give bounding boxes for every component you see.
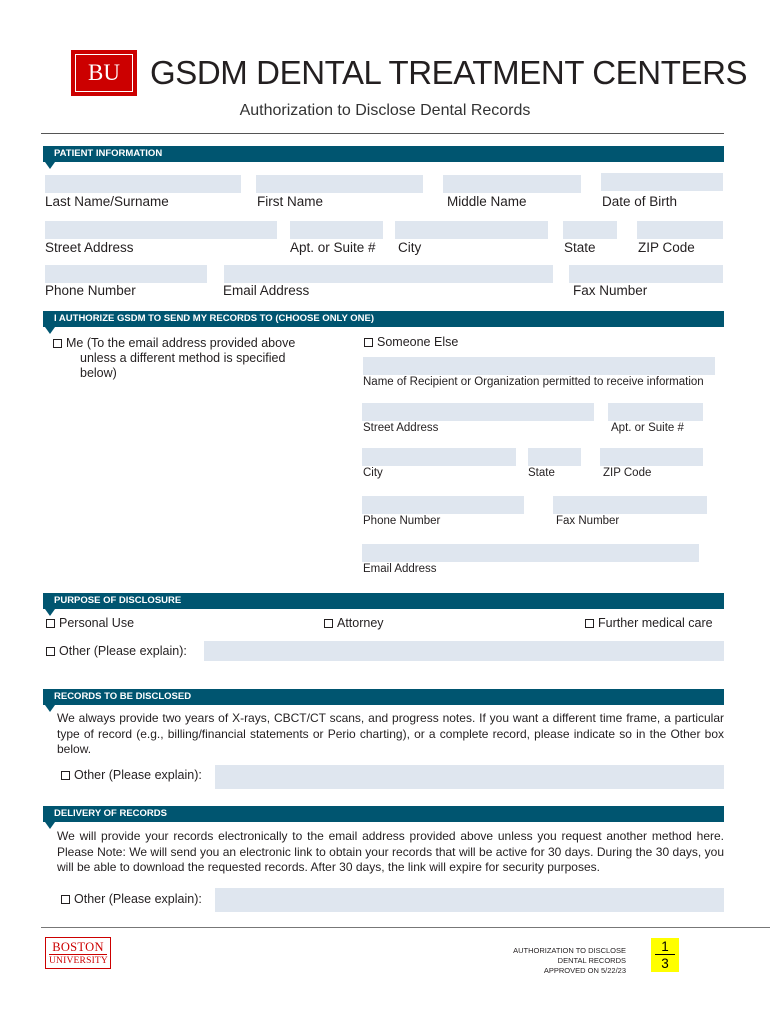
page-current: 1 [661,939,669,954]
records-description: We always provide two years of X-rays, CBCT/CT scans, and progress notes. If you want a different time frame, a particular type of record (e.g., billing/financial statements or Perio charting), or a complete record, please indicate so in the Other box below. [57,711,724,756]
recipient-name-label: Name of Recipient or Organization permitted to receive information [363,376,704,388]
checkbox-icon [585,619,594,628]
checkbox-icon [46,619,55,628]
delivery-description: We will provide your records electronically to the email address provided above unless you request another method here. Please Note: We will send you an electronic link to obtain your records that will be active for 30 days. During the 30 days, you will be able to download the requested records. After 30 days, the link will expire for security purposes. [57,829,724,874]
recipient-state-input[interactable] [528,448,581,466]
recipient-zip-input[interactable] [600,448,703,466]
first-name-input[interactable] [256,175,423,193]
street-address-label: Street Address [45,240,134,255]
someone-else-label: Someone Else [377,335,459,349]
checkbox-further-care[interactable] [585,616,713,630]
section-authorize: I AUTHORIZE GSDM TO SEND MY RECORDS TO (CHOOSE ONLY ONE) [43,311,724,327]
delivery-other-input[interactable] [215,888,724,912]
checkbox-icon [53,339,62,348]
middle-name-label: Middle Name [447,194,527,209]
recipient-fax-input[interactable] [553,496,707,514]
footer-logo-line2: UNIVERSITY [49,956,108,966]
fax-number-label: Fax Number [573,283,648,298]
first-name-label: First Name [257,194,324,209]
date-of-birth-input[interactable] [601,173,723,191]
city-label: City [398,240,422,255]
section-delivery: DELIVERY OF RECORDS [43,806,724,822]
boston-university-logo [45,937,111,969]
form-id-line2: DENTAL RECORDS [557,956,626,965]
phone-number-label: Phone Number [45,283,136,298]
footer-divider [41,927,770,928]
me-option-label: Me (To the email address provided above [66,336,296,350]
street-address-input[interactable] [45,221,277,239]
attorney-label: Attorney [337,616,384,630]
checkbox-icon [324,619,333,628]
recipient-zip-label: ZIP Code [603,467,652,479]
email-address-label: Email Address [223,283,310,298]
recipient-apt-label: Apt. or Suite # [611,422,684,434]
personal-use-label: Personal Use [59,616,135,630]
recipient-email-label: Email Address [363,563,437,575]
form-id-line3: APPROVED ON 5/22/23 [543,966,626,975]
page-fraction-line [655,954,675,955]
zip-code-label: ZIP Code [638,240,695,255]
header-divider [41,133,724,134]
further-care-label: Further medical care [598,616,713,630]
checkbox-icon [61,771,70,780]
delivery-other-label: Other (Please explain): [74,892,202,906]
purpose-other-label: Other (Please explain): [59,644,187,658]
last-name-input[interactable] [45,175,241,193]
recipient-name-input[interactable] [363,357,715,375]
page-total: 3 [661,956,669,971]
recipient-street-input[interactable] [362,403,594,421]
section-purpose: PURPOSE OF DISCLOSURE [43,593,724,609]
recipient-apt-input[interactable] [608,403,703,421]
page-indicator [651,938,679,972]
middle-name-input[interactable] [443,175,581,193]
me-option-label-line2: unless a different method is specified [80,351,286,365]
checkbox-purpose-other[interactable] [46,644,187,658]
recipient-city-label: City [363,467,383,479]
bu-logo-text: BU [75,54,133,92]
records-other-input[interactable] [215,765,724,789]
checkbox-icon [61,895,70,904]
checkbox-personal-use[interactable] [46,616,134,630]
recipient-street-label: Street Address [363,422,439,434]
me-option-label-line3: below) [80,366,117,380]
form-identifier [480,946,626,976]
recipient-city-input[interactable] [362,448,516,466]
records-other-label: Other (Please explain): [74,768,202,782]
checkbox-delivery-other[interactable] [61,892,202,906]
checkbox-icon [46,647,55,656]
state-input[interactable] [563,221,617,239]
recipient-fax-label: Fax Number [556,515,620,527]
recipient-email-input[interactable] [362,544,699,562]
apt-suite-input[interactable] [290,221,383,239]
recipient-phone-input[interactable] [362,496,524,514]
date-of-birth-label: Date of Birth [602,194,678,209]
recipient-state-label: State [528,467,555,479]
zip-code-input[interactable] [637,221,723,239]
checkbox-someone-else[interactable] [364,335,458,349]
checkbox-attorney[interactable] [324,616,384,630]
checkbox-me[interactable] [53,336,295,350]
apt-suite-label: Apt. or Suite # [290,240,376,255]
form-subtitle: Authorization to Disclose Dental Records [239,102,531,119]
recipient-phone-label: Phone Number [363,515,441,527]
last-name-label: Last Name/Surname [45,194,169,209]
form-id-line1: AUTHORIZATION TO DISCLOSE [513,946,626,955]
section-records: RECORDS TO BE DISCLOSED [43,689,724,705]
fax-number-input[interactable] [569,265,723,283]
email-address-input[interactable] [224,265,553,283]
page-title: GSDM DENTAL TREATMENT CENTERS [150,54,748,91]
section-patient-information: PATIENT INFORMATION [43,146,724,162]
checkbox-records-other[interactable] [61,768,202,782]
purpose-other-input[interactable] [204,641,724,661]
phone-number-input[interactable] [45,265,207,283]
checkbox-icon [364,338,373,347]
state-label: State [564,240,596,255]
bu-logo [71,50,137,96]
city-input[interactable] [395,221,548,239]
footer-logo-line1: BOSTON [52,940,104,954]
